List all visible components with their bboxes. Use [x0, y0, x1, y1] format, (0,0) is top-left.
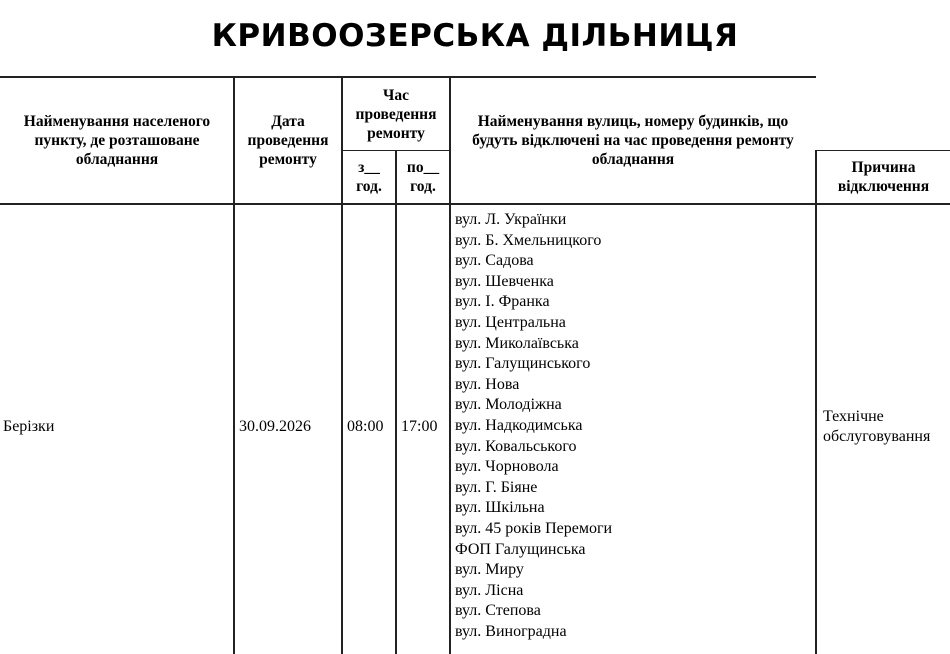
- list-item: вул. 45 років Перемоги: [455, 519, 613, 537]
- header-date: Дата проведення ремонту: [247, 113, 329, 168]
- street-list: [455, 210, 612, 642]
- cell-time-from: 08:00: [347, 418, 384, 435]
- cell-time-to: 17:00: [401, 418, 438, 435]
- header-time: Час проведення ремонту: [355, 86, 437, 142]
- list-item: вул. Л. Українки: [455, 211, 567, 228]
- header-time-to: по__ год.: [406, 159, 440, 195]
- column-divider: [395, 150, 397, 654]
- list-item: вул. І. Франка: [455, 293, 550, 311]
- header-time-from: з__ год.: [356, 159, 382, 195]
- cell-reason: Технічне обслуговування: [823, 408, 931, 445]
- column-divider: [815, 150, 817, 654]
- list-item: вул. Шкільна: [455, 499, 545, 517]
- list-item: вул. Садова: [455, 252, 534, 270]
- list-item: вул. Молодіжна: [455, 396, 562, 414]
- header-settlement: Найменування населеного пункту, де розташоване обладнання: [23, 113, 211, 168]
- page-title: КРИВООЗЕРСЬКА ДІЛЬНИЦЯ: [211, 18, 739, 54]
- list-item: вул. Ковальського: [455, 437, 577, 455]
- list-item: вул. Нова: [455, 375, 520, 393]
- list-item: вул. Надкодимська: [455, 416, 583, 434]
- header-bottom-border: [0, 203, 950, 205]
- list-item: вул. Миколаївська: [455, 334, 579, 352]
- list-item: вул. Лісна: [455, 581, 524, 599]
- header-reason: Причина відключення: [837, 159, 930, 195]
- list-item: вул. Степова: [455, 602, 541, 620]
- list-item: вул. Шевченка: [455, 272, 554, 290]
- list-item: вул. Б. Хмельницкого: [455, 231, 602, 249]
- list-item: вул. Галущинського: [455, 355, 591, 373]
- list-item: вул. Виноградна: [455, 622, 567, 640]
- cell-settlement: Берізки: [3, 418, 55, 435]
- list-item: ФОП Галущинська: [455, 540, 586, 558]
- cell-date: 30.09.2026: [239, 418, 311, 435]
- list-item: вул. Миру: [455, 561, 524, 579]
- list-item: вул. Чорновола: [455, 458, 559, 476]
- list-item: вул. Г. Біяне: [455, 478, 538, 496]
- header-streets: Найменування вулиць, номеру будинків, що будуть відключені на час проведення ремонту обладнання: [472, 113, 794, 168]
- list-item: вул. Центральна: [455, 313, 566, 331]
